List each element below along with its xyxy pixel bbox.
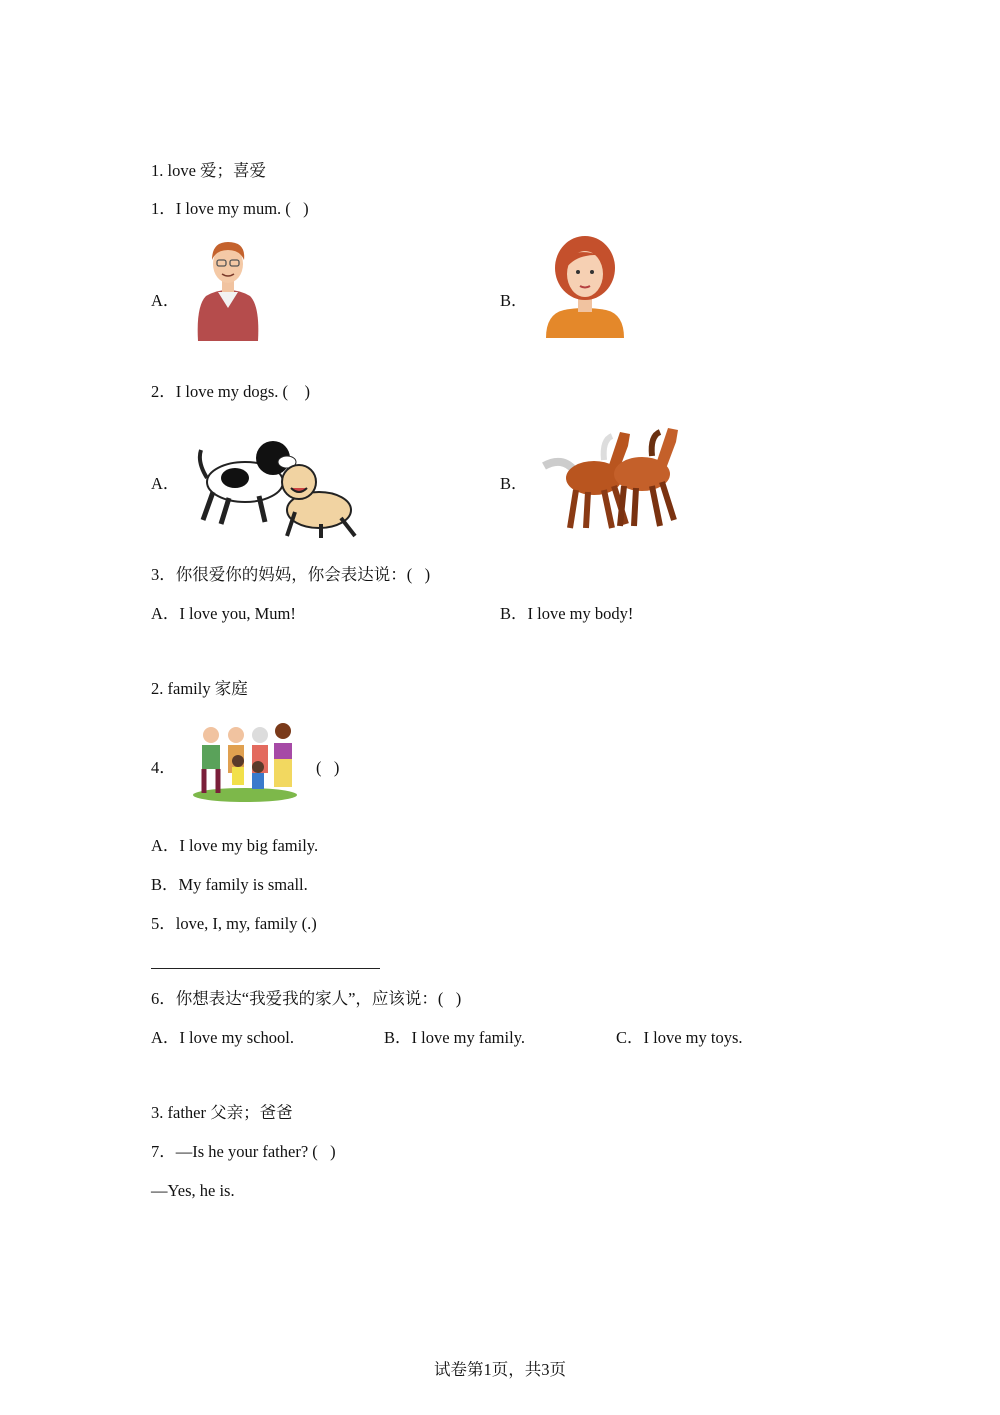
question-5-stem: 5．love, I, my, family (.) <box>151 914 317 933</box>
question-4-number: 4． <box>151 758 176 777</box>
section-heading-father: 3. father 父亲；爸爸 <box>151 1103 293 1122</box>
man-in-red-sweater-image <box>192 236 264 344</box>
question-1-stem: 1．I love my mum. ( ) <box>151 199 309 218</box>
question-1-option-b-label: B． <box>500 291 528 310</box>
question-7-stem: 7．—Is he your father? ( ) <box>151 1142 336 1161</box>
question-2-option-a-label: A． <box>151 474 180 493</box>
question-3-option-b: B．I love my body! <box>500 604 634 623</box>
question-3-stem: 3．你很爱你的妈妈，你会表达说：( ) <box>151 565 431 584</box>
question-1-option-a-label: A． <box>151 291 180 310</box>
question-6-option-b: B．I love my family. <box>384 1028 525 1047</box>
question-2-stem: 2．I love my dogs. ( ) <box>151 382 311 401</box>
question-5-answer-line[interactable] <box>151 968 380 969</box>
two-horses-image <box>542 416 684 534</box>
page-footer: 试卷第1页，共3页 <box>434 1360 566 1379</box>
question-6-stem: 6．你想表达“我爱我的家人”，应该说：( ) <box>151 989 462 1008</box>
question-6-option-a: A．I love my school. <box>151 1028 294 1047</box>
question-2-option-b-label: B． <box>500 474 528 493</box>
question-7-reply: —Yes, he is. <box>151 1181 235 1200</box>
two-dogs-image <box>195 432 365 540</box>
woman-with-red-hair-image <box>544 234 626 342</box>
question-6-option-c: C．I love my toys. <box>616 1028 743 1047</box>
big-family-image <box>192 715 298 803</box>
question-4-option-a: A．I love my big family. <box>151 836 319 855</box>
section-heading-love: 1. love 爱；喜爱 <box>151 161 267 180</box>
question-3-option-a: A．I love you, Mum! <box>151 604 296 623</box>
section-heading-family: 2. family 家庭 <box>151 679 248 698</box>
question-4-option-b: B．My family is small. <box>151 875 308 894</box>
question-4-answer-bracket: ( ) <box>316 758 340 777</box>
